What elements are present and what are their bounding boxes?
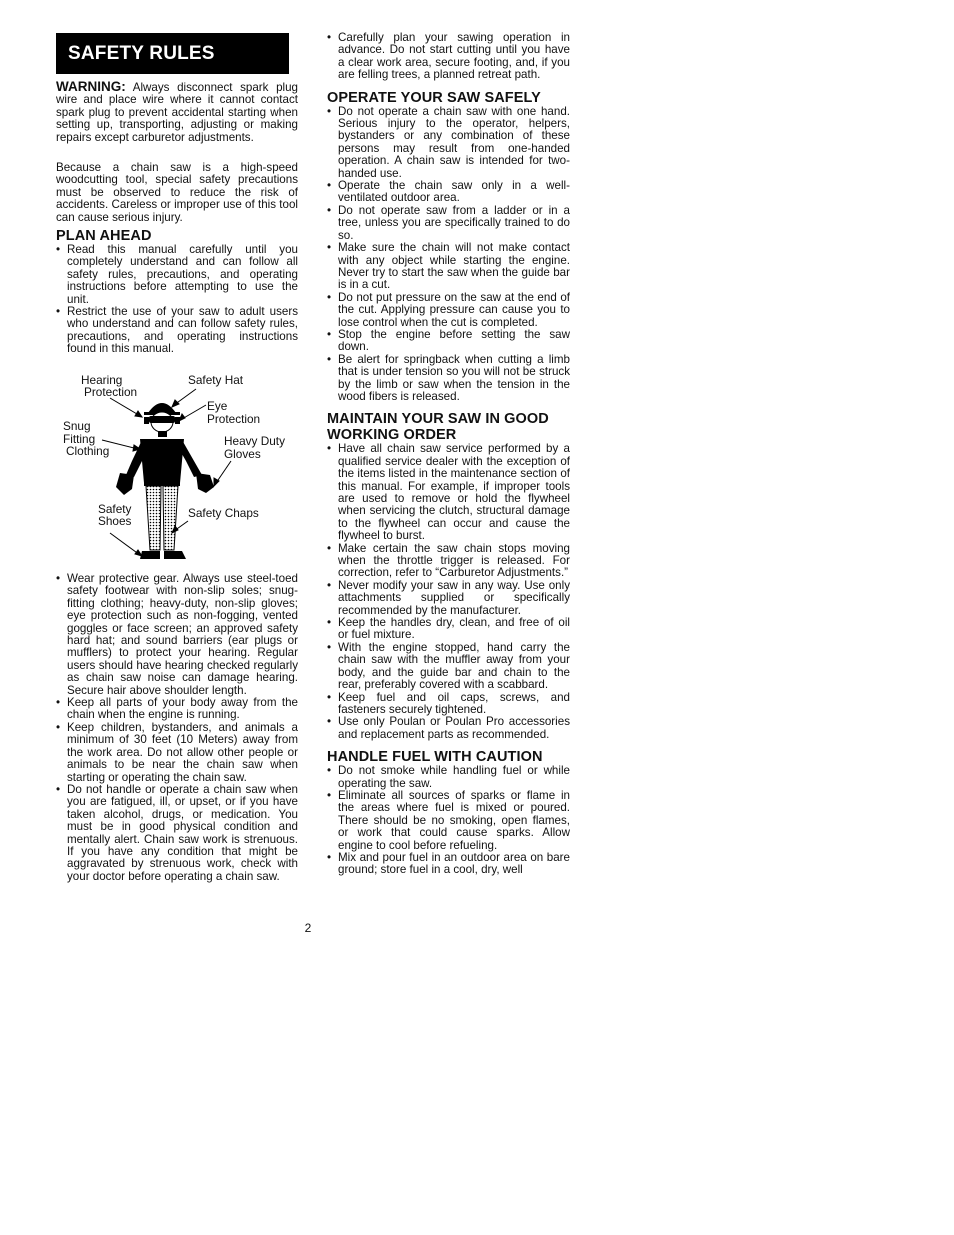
operate-list	[327, 106, 570, 404]
list-item: • Keep all parts of your body away from the chain when the engine is running.	[56, 697, 298, 722]
list-item: • Operate the chain saw only in a well-ventilated outdoor area.	[327, 180, 570, 205]
plan-ahead-list	[56, 244, 298, 356]
label-hat: Safety Hat	[188, 373, 244, 387]
maintain-heading-1: MAINTAIN YOUR SAW IN GOOD	[327, 411, 549, 428]
list-item: • Do not handle or operate a chain saw when you are fatigued, ill, or upset, or if you have taken alcohol, drugs, or medication. You must be in good physical condition and mentally alert. Chain saw work is strenuous. If you have any condition that might be aggravated by strenuous work, check with your doctor before operating a chain saw.	[56, 784, 298, 883]
list-item: • Read this manual carefully until you completely understand and can follow all safety rules, precautions, and operating instructions before attempting to use the unit.	[56, 244, 298, 306]
label-gloves-1: Heavy Duty	[224, 434, 285, 448]
list-item: • Mix and pour fuel in an outdoor area on bare ground; store fuel in a cool, dry, well	[327, 852, 570, 877]
warning-paragraph	[56, 81, 298, 144]
operate-section	[327, 90, 570, 404]
maintain-list	[327, 443, 570, 741]
sawing-plan-list	[327, 32, 570, 82]
list-item: • Never modify your saw in any way. Use only attachments supplied or specifically recommended by the manufacturer.	[327, 580, 570, 617]
list-item: • Use only Poulan or Poulan Pro accessories and replacement parts as recommended.	[327, 716, 570, 741]
list-item: • Make sure the chain will not make contact with any object while starting the engine. Never try to start the saw when the guide bar is in a cut.	[327, 242, 570, 292]
list-item: • Eliminate all sources of sparks or flame in the areas where fuel is mixed or poured. There should be no smoking, open flames, or work that could cause sparks. Allow engine to cool before refueling.	[327, 790, 570, 852]
label-gloves-2: Gloves	[224, 447, 261, 461]
safety-chaps-icon	[146, 486, 161, 550]
label-shoes-1: Safety	[98, 502, 132, 516]
plan-ahead-heading: PLAN AHEAD	[56, 228, 152, 244]
gear-list	[56, 573, 298, 883]
label-snug-2: Fitting	[63, 432, 96, 446]
list-item: • Do not smoke while handling fuel or while operating the saw.	[327, 765, 570, 790]
page-number: 2	[304, 921, 312, 935]
plan-ahead-section	[56, 228, 298, 356]
glove-icon	[116, 473, 134, 495]
list-item: • Restrict the use of your saw to adult users who understand and can follow safety rules, precautions, and operating instructions found in this manual.	[56, 306, 298, 356]
list-item: • With the engine stopped, hand carry the chain saw with the muffler away from your body, and the guide bar and chain to the rear, preferably covered with a scabbard.	[327, 642, 570, 692]
safety-shoe-icon	[140, 551, 160, 559]
fuel-list	[327, 765, 570, 877]
operate-heading: OPERATE YOUR SAW SAFELY	[327, 89, 541, 106]
warning-text: Always disconnect spark plug wire and place wire where it cannot contact spark plug to prevent accidental starting when setting up, transporting, adjusting or making repairs except carburetor adjustments.	[56, 81, 298, 144]
list-item: • Stop the engine before setting the saw down.	[327, 329, 570, 354]
fuel-section	[327, 749, 570, 877]
warning-label: WARNING:	[56, 79, 126, 94]
protective-gear-figure	[56, 365, 298, 575]
list-item: • Do not operate a chain saw with one hand. Serious injury to the operator, helpers, bystanders or any combination of these persons may result from one-handed operation. A chain saw is intended for two-handed use.	[327, 106, 570, 180]
intro-paragraph: Because a chain saw is a high-speed woodcutting tool, special safety precautions must be observed to reduce the risk of accidents. Careless or improper use of this tool can cause serious injury.	[56, 161, 298, 224]
maintain-section	[327, 411, 570, 741]
label-snug-3: Clothing	[66, 444, 110, 458]
label-chaps: Safety Chaps	[188, 506, 259, 520]
fuel-heading: HANDLE FUEL WITH CAUTION	[327, 749, 543, 766]
list-item: • Carefully plan your sawing operation in advance. Do not start cutting until you have a clear work area, secure footing, and, if you are felling trees, a planned retreat path.	[327, 32, 570, 82]
list-item: • Keep fuel and oil caps, screws, and fasteners securely tightened.	[327, 692, 570, 717]
label-hearing-2: Protection	[84, 385, 138, 399]
label-hearing-1: Hearing	[81, 373, 123, 387]
label-snug-1: Snug	[63, 419, 91, 433]
list-item: • Keep children, bystanders, and animals a minimum of 30 feet (10 Meters) away from the work area. Do not allow other people or animals to be near the chain saw when starting or operating the chain saw.	[56, 722, 298, 784]
goggles-icon	[149, 416, 175, 423]
list-item: • Do not operate saw from a ladder or in a tree, unless you are specifically trained to do so.	[327, 205, 570, 242]
list-item: • Have all chain saw service performed by a qualified service dealer with the exception of the items listed in the maintenance section of this manual. For example, if improper tools are used to remove or hold the flywheel when servicing the clutch, structural damage to the flywheel can occur and cause the flywheel to burst.	[327, 443, 570, 542]
list-item: • Wear protective gear. Always use steel-toed safety footwear with non-slip soles; snug-fitting clothing; heavy-duty, non-slip gloves; eye protection such as non-fogging, vented goggles or face screen; an approved safety hard hat; and sound barriers (ear plugs or mufflers) to protect your hearing. Regular users should have hearing checked regularly as chain saw noise can damage hearing. Secure hair above shoulder length.	[56, 573, 298, 697]
right-column	[327, 32, 570, 877]
list-item: • Make certain the saw chain stops moving when the throttle trigger is released. For correction, refer to “Carburetor Adjustments.”	[327, 543, 570, 580]
gear-section	[56, 573, 298, 883]
label-eye-2: Protection	[207, 412, 261, 426]
list-item: • Be alert for springback when cutting a limb that is under tension so you will not be struck by the limb or saw when the tension in the wood fibers is released.	[327, 354, 570, 404]
ear-muff-icon	[144, 417, 149, 424]
label-shoes-2: Shoes	[98, 514, 132, 528]
maintain-heading-2: WORKING ORDER	[327, 427, 457, 444]
label-eye-1: Eye	[207, 399, 228, 413]
section-banner: SAFETY RULES	[56, 33, 289, 74]
list-item: • Keep the handles dry, clean, and free of oil or fuel mixture.	[327, 617, 570, 642]
list-item: • Do not put pressure on the saw at the end of the cut. Applying pressure can cause you to lose control when the cut is completed.	[327, 292, 570, 329]
